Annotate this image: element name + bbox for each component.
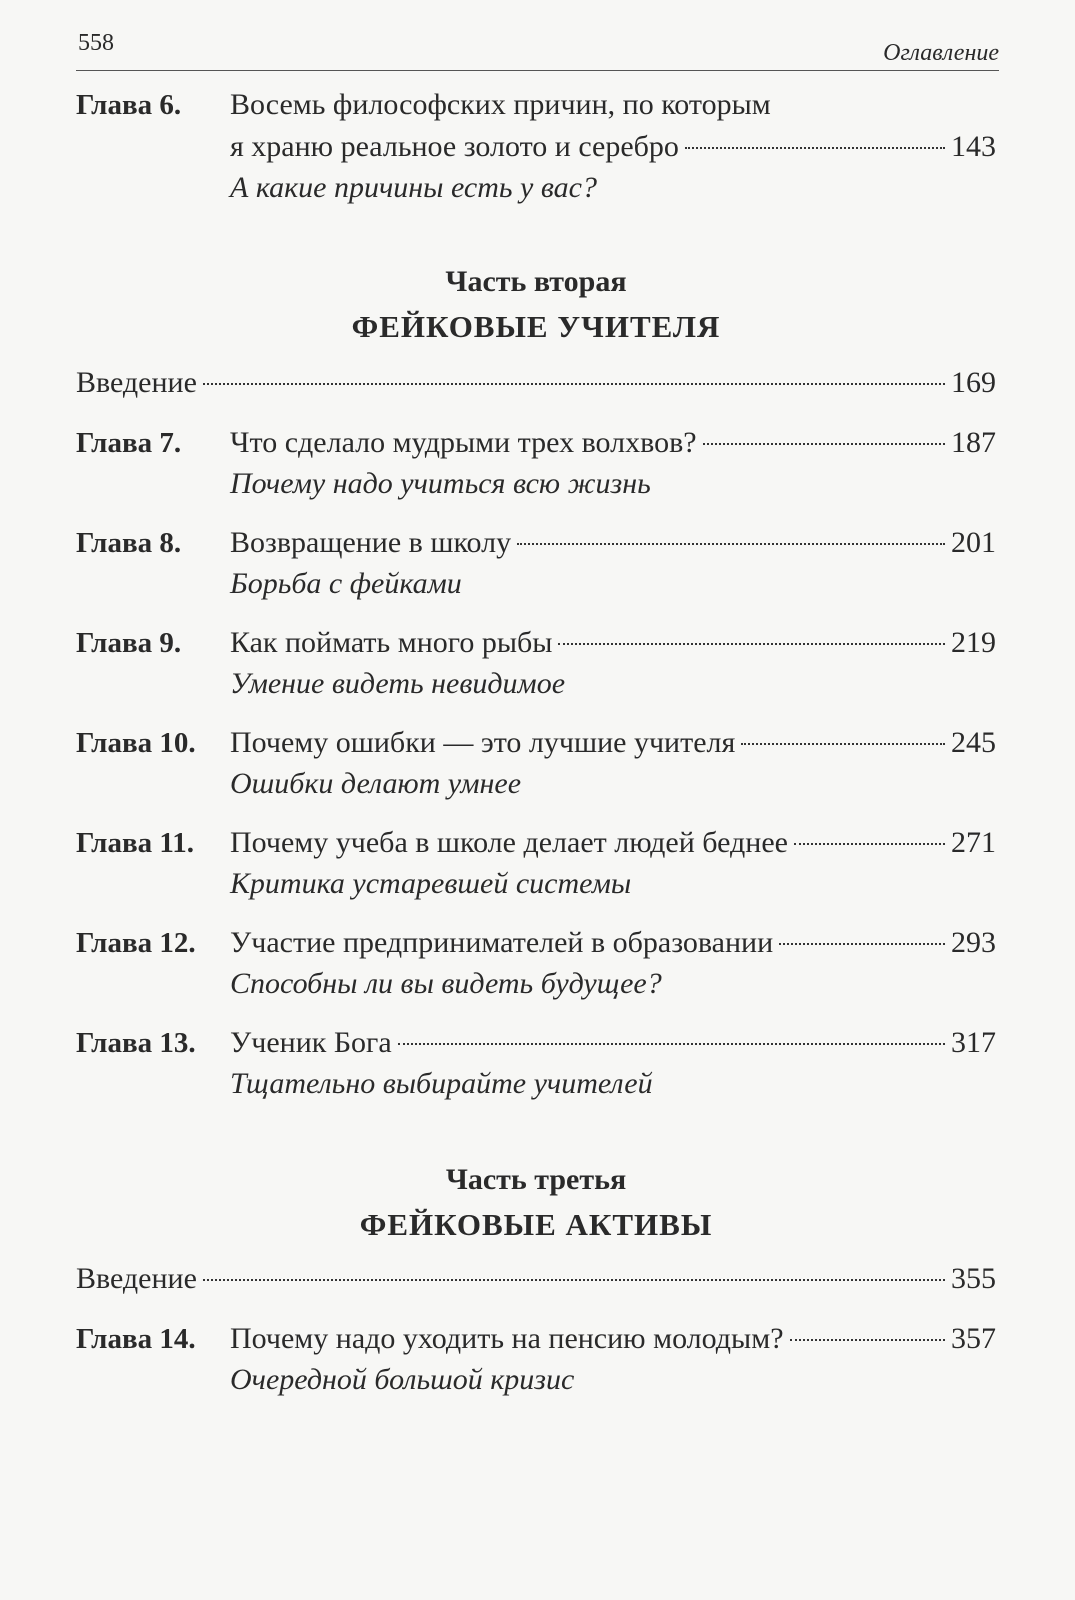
chapter-label: Глава 13. xyxy=(76,1027,196,1059)
chapter-label: Глава 10. xyxy=(76,727,196,759)
intro-page: 355 xyxy=(951,1262,996,1295)
dot-leader xyxy=(203,1279,945,1281)
chapter-page: 357 xyxy=(951,1322,996,1355)
chapter-title: Почему надо уходить на пенсию молодым? xyxy=(230,1322,784,1355)
dot-leader xyxy=(794,843,945,845)
dot-leader xyxy=(741,743,945,745)
chapter-page: 219 xyxy=(951,626,996,659)
part-heading-2 xyxy=(76,260,996,350)
chapter-title: Почему ошибки — это лучшие учителя xyxy=(230,726,736,759)
chapter-subtitle: Тщательно выбирайте учителей xyxy=(230,1067,653,1100)
chapter-label: Глава 11. xyxy=(76,827,195,859)
chapter-subtitle: Способны ли вы видеть будущее? xyxy=(230,967,662,1000)
chapter-page: 187 xyxy=(951,426,996,459)
chapter-subtitle: Борьба с фейками xyxy=(230,567,462,600)
chapter-title: Участие предпринимателей в образовании xyxy=(230,926,774,959)
intro-page: 169 xyxy=(951,366,996,399)
dot-leader xyxy=(703,443,945,445)
chapter-subtitle: Ошибки делают умнее xyxy=(230,767,522,800)
dot-leader xyxy=(779,943,945,945)
chapter-label: Глава 14. xyxy=(76,1323,196,1355)
part-title: ФЕЙКОВЫЕ АКТИВЫ xyxy=(359,1207,713,1242)
chapter-subtitle: Почему надо учиться всю жизнь xyxy=(230,467,651,500)
dot-leader xyxy=(790,1339,945,1341)
part-heading-3 xyxy=(76,1158,996,1248)
chapter-title: Возвращение в школу xyxy=(230,526,512,559)
page-header xyxy=(76,26,999,71)
chapter-title: Ученик Бога xyxy=(230,1026,392,1059)
part-label: Часть третья xyxy=(445,1163,627,1196)
chapter-label: Глава 8. xyxy=(76,527,182,559)
dot-leader xyxy=(685,147,945,149)
chapter-label: Глава 7. xyxy=(76,427,182,459)
intro-label: Введение xyxy=(76,1262,197,1295)
chapter-label: Глава 9. xyxy=(76,627,182,659)
dot-leader xyxy=(517,543,945,545)
chapter-title: Что сделало мудрыми трех волхвов? xyxy=(230,426,697,459)
chapter-title: Как поймать много рыбы xyxy=(230,626,553,659)
chapter-page: 201 xyxy=(951,526,996,559)
dot-leader xyxy=(398,1043,945,1045)
chapter-page: 317 xyxy=(951,1026,996,1059)
chapter-subtitle: А какие причины есть у вас? xyxy=(230,171,597,204)
chapter-page: 245 xyxy=(951,726,996,759)
part-title: ФЕЙКОВЫЕ УЧИТЕЛЯ xyxy=(351,309,721,344)
running-title: Оглавление xyxy=(883,40,999,66)
chapter-title: Почему учеба в школе делает людей беднее xyxy=(230,826,788,859)
chapter-title-line-1: Восемь философских причин, по которым xyxy=(230,88,771,121)
chapter-label: Глава 6. xyxy=(76,89,182,121)
chapter-page: 293 xyxy=(951,926,996,959)
page-number: 558 xyxy=(78,30,114,56)
chapter-subtitle: Очередной большой кризис xyxy=(230,1363,575,1396)
chapter-subtitle: Умение видеть невидимое xyxy=(230,667,566,700)
toc-entry-intro-part-2 xyxy=(76,362,996,404)
chapter-title-line-2: я храню реальное золото и серебро xyxy=(230,130,679,163)
chapter-subtitle: Критика устаревшей системы xyxy=(230,867,632,900)
dot-leader xyxy=(558,643,945,645)
part-label: Часть вторая xyxy=(445,265,627,298)
chapter-page: 271 xyxy=(951,826,996,859)
dot-leader xyxy=(203,383,945,385)
chapter-page: 143 xyxy=(951,130,996,163)
chapter-label: Глава 12. xyxy=(76,927,196,959)
intro-label: Введение xyxy=(76,366,197,399)
toc-entry-intro-part-3 xyxy=(76,1258,996,1300)
